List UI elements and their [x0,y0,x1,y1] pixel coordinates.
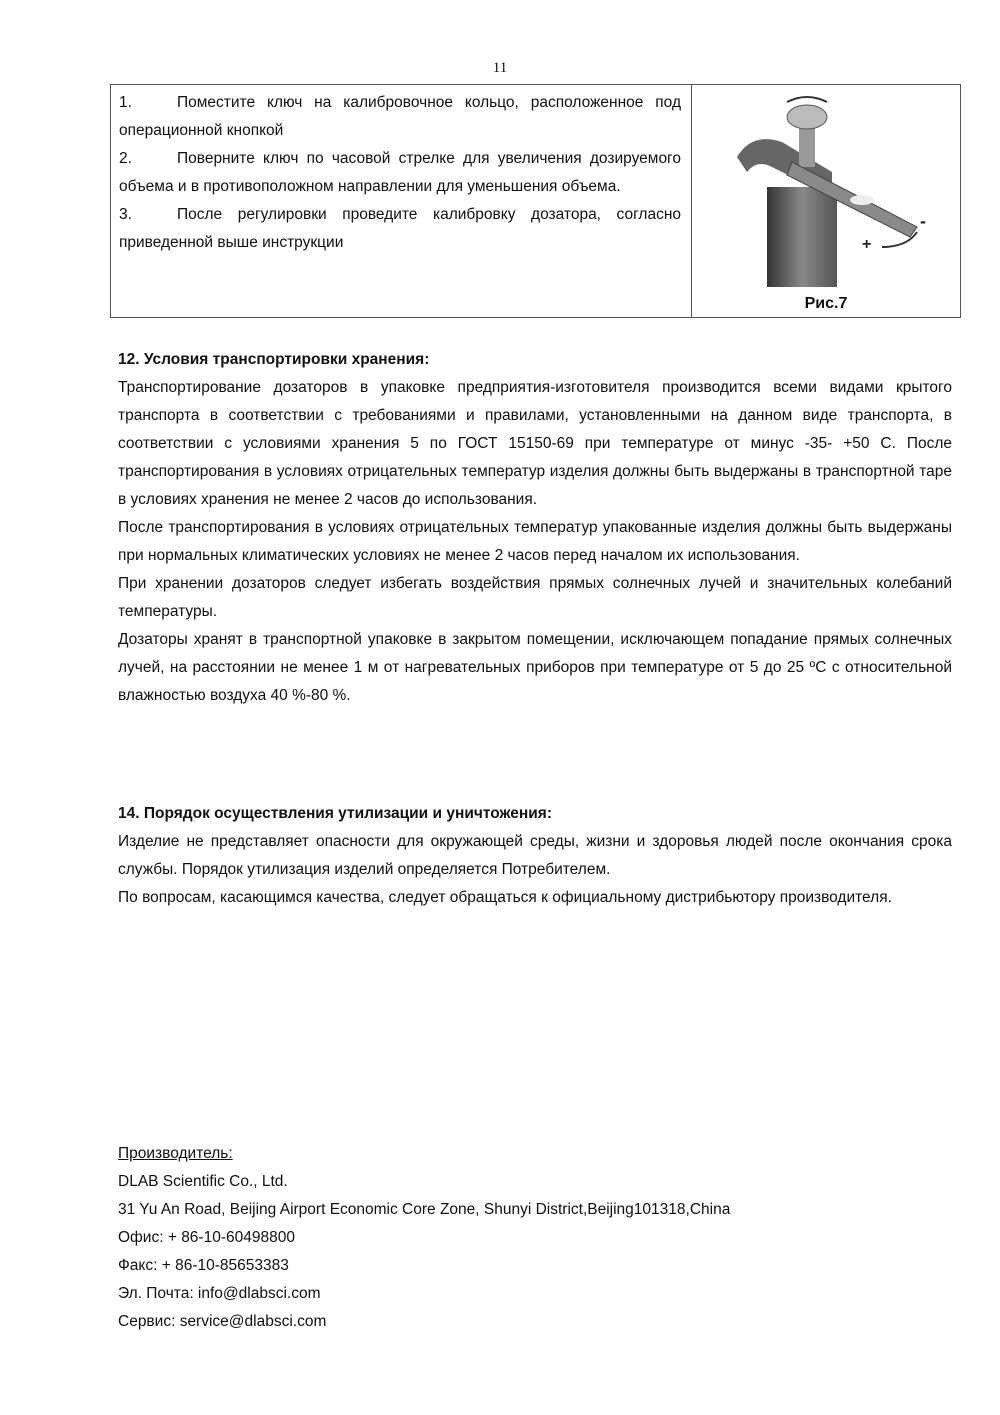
instruction-steps [111,85,692,317]
plus-sign: + [862,236,872,253]
address: 31 Yu An Road, Beijing Airport Economic Core Zone, Shunyi District,Beijing101318,China [118,1201,731,1218]
email: Эл. Почта: info@dlabsci.com [118,1285,321,1302]
step-number: 3. [119,206,132,223]
step-text: Поверните ключ по часовой стрелке для увеличения дозируемого объема и в противоположном направлении для уменьшения объема. [119,150,681,195]
paragraph: По вопросам, касающимся качества, следует обращаться к официальному дистрибьютору производителя. [118,889,892,906]
section-14 [118,800,952,912]
fax: Факс: + 86-10-85653383 [118,1257,289,1274]
step-2 [119,145,681,201]
manufacturer-block [118,1140,952,1336]
minus-sign: - [920,211,926,231]
instruction-table [110,84,961,318]
company-name: DLAB Scientific Co., Ltd. [118,1173,288,1190]
step-text: После регулировки проведите калибровку дозатора, согласно приведенной выше инструкции [119,206,681,251]
step-number: 2. [119,150,132,167]
section-12 [118,346,952,710]
page-number: 11 [492,60,508,76]
office-phone: Офис: + 86-10-60498800 [118,1229,295,1246]
paragraph: После транспортирования в условиях отрицательных температур упакованные изделия должны быть выдержаны при нормальных климатических условиях не менее 2 часов перед началом их использования. [118,519,952,564]
figure-caption: Рис.7 [804,295,848,312]
step-1 [119,89,681,145]
paragraph: При хранении дозаторов следует избегать воздействия прямых солнечных лучей и значительных колебаний температуры. [118,575,952,620]
manufacturer-label: Производитель: [118,1145,233,1162]
step-text: Поместите ключ на калибровочное кольцо, расположенное под операционной кнопкой [119,94,681,139]
pipette-calibration-figure [712,87,952,292]
section-heading: 14. Порядок осуществления утилизации и уничтожения: [118,805,552,822]
paragraph: Дозаторы хранят в транспортной упаковке в закрытом помещении, исключающем попадание прямых солнечных лучей, на расстоянии не менее 1 м от нагревательных приборов при температуре от 5 до 25 ºС с относительной влажностью воздуха 40 %-80 %. [118,631,952,704]
figure-cell [692,85,960,317]
service-email: Сервис: service@dlabsci.com [118,1313,327,1330]
paragraph: Изделие не представляет опасности для окружающей среды, жизни и здоровья людей после окончания срока службы. Порядок утилизация изделий определяется Потребителем. [118,833,952,878]
step-3 [119,201,681,257]
step-number: 1. [119,94,132,111]
section-heading: 12. Условия транспортировки хранения: [118,351,430,368]
paragraph: Транспортирование дозаторов в упаковке предприятия-изготовителя производится всеми видами крытого транспорта в соответствии с требованиями и правилами, установленными на данном виде транспорта, в соответствии с условиями хранения 5 по ГОСТ 15150-69 при температуре от минус -35- +50 С. После транспортирования в условиях отрицательных температур изделия должны быть выдержаны в транспортной таре в условиях хранения не менее 2 часов до использования. [118,379,952,508]
